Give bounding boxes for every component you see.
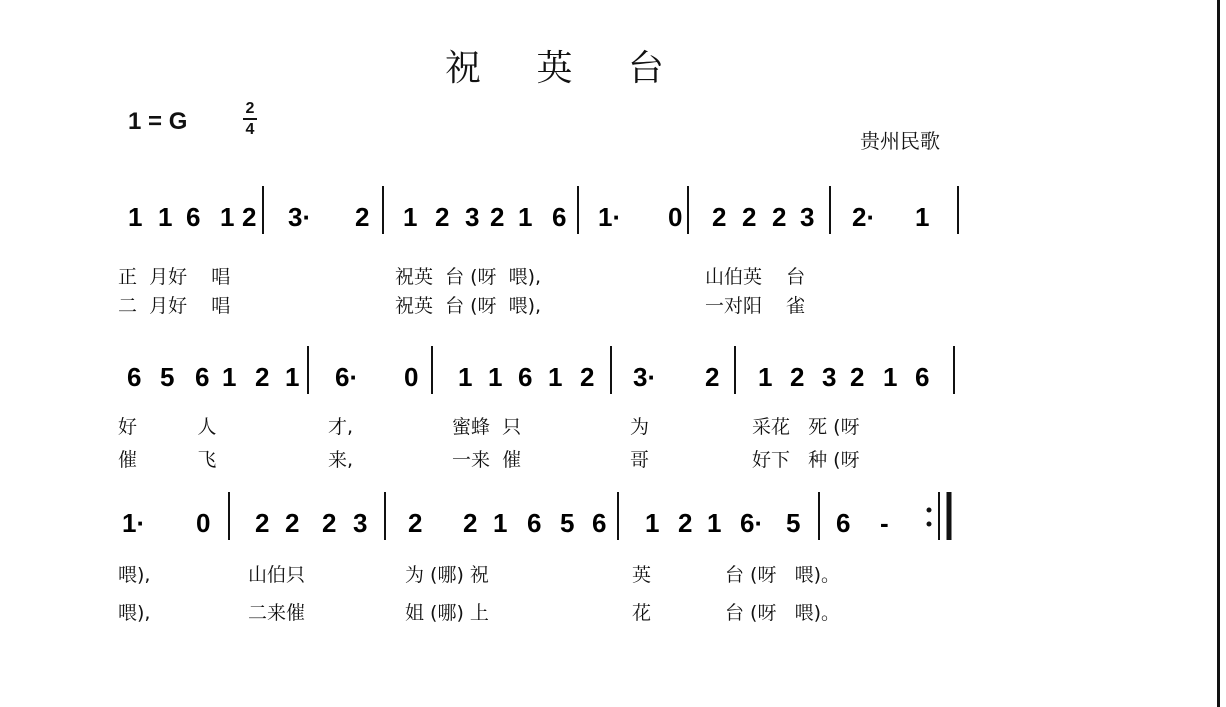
time-sig-top: 2 (245, 100, 255, 117)
time-sig-bottom: 4 (245, 121, 255, 138)
note: 1· (598, 202, 622, 232)
note: 3 (353, 508, 368, 538)
note: 2 (580, 362, 595, 392)
note: 2 (742, 202, 757, 232)
note: 2 (850, 362, 865, 392)
note: 1 (403, 202, 418, 232)
lyric-s3-v2-c: 姐 (哪) 上 (405, 602, 489, 624)
note: 2 (435, 202, 450, 232)
note: 1 (645, 508, 660, 538)
note: 5 (160, 362, 175, 392)
note: 2 (408, 508, 423, 538)
repeat-dot (927, 522, 932, 527)
note: 6 (592, 508, 607, 538)
lyric-s1-v1-a: 正 月好 唱 (118, 266, 231, 288)
lyric-s3-v2-b: 二来催 (248, 602, 306, 624)
lyric-s2-v1-e: 采花 死 (呀 (752, 416, 860, 438)
lyric-s2-v2-d: 哥 (630, 449, 650, 471)
song-source: 贵州民歌 (860, 129, 940, 153)
note: 0 (404, 362, 419, 392)
note: 2 (255, 508, 270, 538)
key-signature: 1 = G (128, 108, 188, 135)
lyric-s3-v1-e: 台 (呀 喂)。 (725, 564, 840, 586)
note: 1 (222, 362, 237, 392)
note: 2 (790, 362, 805, 392)
note: 2 (712, 202, 727, 232)
note: 5 (786, 508, 801, 538)
lyric-s2-v2-a: 催 飞 (118, 449, 217, 471)
lyric-s2-v1-c: 蜜蜂 只 (452, 416, 522, 438)
lyric-s2-v2-e: 好下 种 (呀 (752, 449, 860, 471)
note: 0 (196, 508, 211, 538)
note: 2 (242, 202, 257, 232)
lyric-s3-v1-c: 为 (哪) 祝 (405, 564, 489, 586)
note: 2 (772, 202, 787, 232)
note: 6 (127, 362, 142, 392)
lyric-s3-v2-e: 台 (呀 喂)。 (725, 602, 840, 624)
lyric-s3-v2-a: 喂), (118, 602, 151, 624)
note: 2 (322, 508, 337, 538)
lyric-s2-v1-d: 为 (630, 416, 650, 438)
lyric-s2-v1-a: 好 人 (118, 416, 217, 438)
note: 1 (458, 362, 473, 392)
note: 2 (705, 362, 720, 392)
song-title: 祝 英 台 (445, 48, 686, 89)
note: 1· (122, 508, 146, 538)
lyric-s1-v2-a: 二 月好 唱 (118, 295, 231, 317)
note: 1 (285, 362, 300, 392)
lyric-s3-v1-b: 山伯只 (248, 564, 306, 586)
note: 1 (518, 202, 533, 232)
note: 1 (707, 508, 722, 538)
note: 6 (195, 362, 210, 392)
lyric-s3-v2-d: 花 (632, 602, 652, 624)
note: 1 (548, 362, 563, 392)
lyric-s1-v1-b: 祝英 台 (呀 喂), (395, 266, 542, 288)
note: 0 (668, 202, 683, 232)
lyric-s1-v2-b: 祝英 台 (呀 喂), (395, 295, 542, 317)
note: 3· (288, 202, 312, 232)
lyric-s2-v2-c: 一来 催 (452, 449, 522, 471)
note: 2 (463, 508, 478, 538)
note: 6 (552, 202, 567, 232)
note: 2 (255, 362, 270, 392)
note: 1 (488, 362, 503, 392)
note: 3 (465, 202, 480, 232)
lyric-s1-v1-c: 山伯英 台 (705, 266, 806, 288)
note: 1 (220, 202, 235, 232)
note: 2· (852, 202, 876, 232)
note: 1 (493, 508, 508, 538)
note: 3 (800, 202, 815, 232)
note: 1 (158, 202, 173, 232)
lyric-s2-v1-b: 才, (328, 416, 354, 438)
note: 1 (883, 362, 898, 392)
note: 2 (355, 202, 370, 232)
note: 6 (836, 508, 851, 538)
note: 1 (915, 202, 930, 232)
lyric-s3-v1-d: 英 (632, 564, 652, 586)
note: 6· (740, 508, 764, 538)
note: 2 (490, 202, 505, 232)
repeat-dot (927, 508, 932, 513)
note: 5 (560, 508, 575, 538)
note: 2 (678, 508, 693, 538)
lyric-s1-v2-c: 一对阳 雀 (705, 295, 806, 317)
note: - (880, 508, 889, 538)
note: 6 (915, 362, 930, 392)
note: 3 (822, 362, 837, 392)
note: 6· (335, 362, 359, 392)
note: 2 (285, 508, 300, 538)
note: 6 (527, 508, 542, 538)
lyric-s3-v1-a: 喂), (118, 564, 151, 586)
note: 3· (633, 362, 657, 392)
lyric-s2-v2-b: 来, (328, 449, 354, 471)
note: 1 (758, 362, 773, 392)
note: 6 (518, 362, 533, 392)
note: 6 (186, 202, 201, 232)
note: 1 (128, 202, 143, 232)
